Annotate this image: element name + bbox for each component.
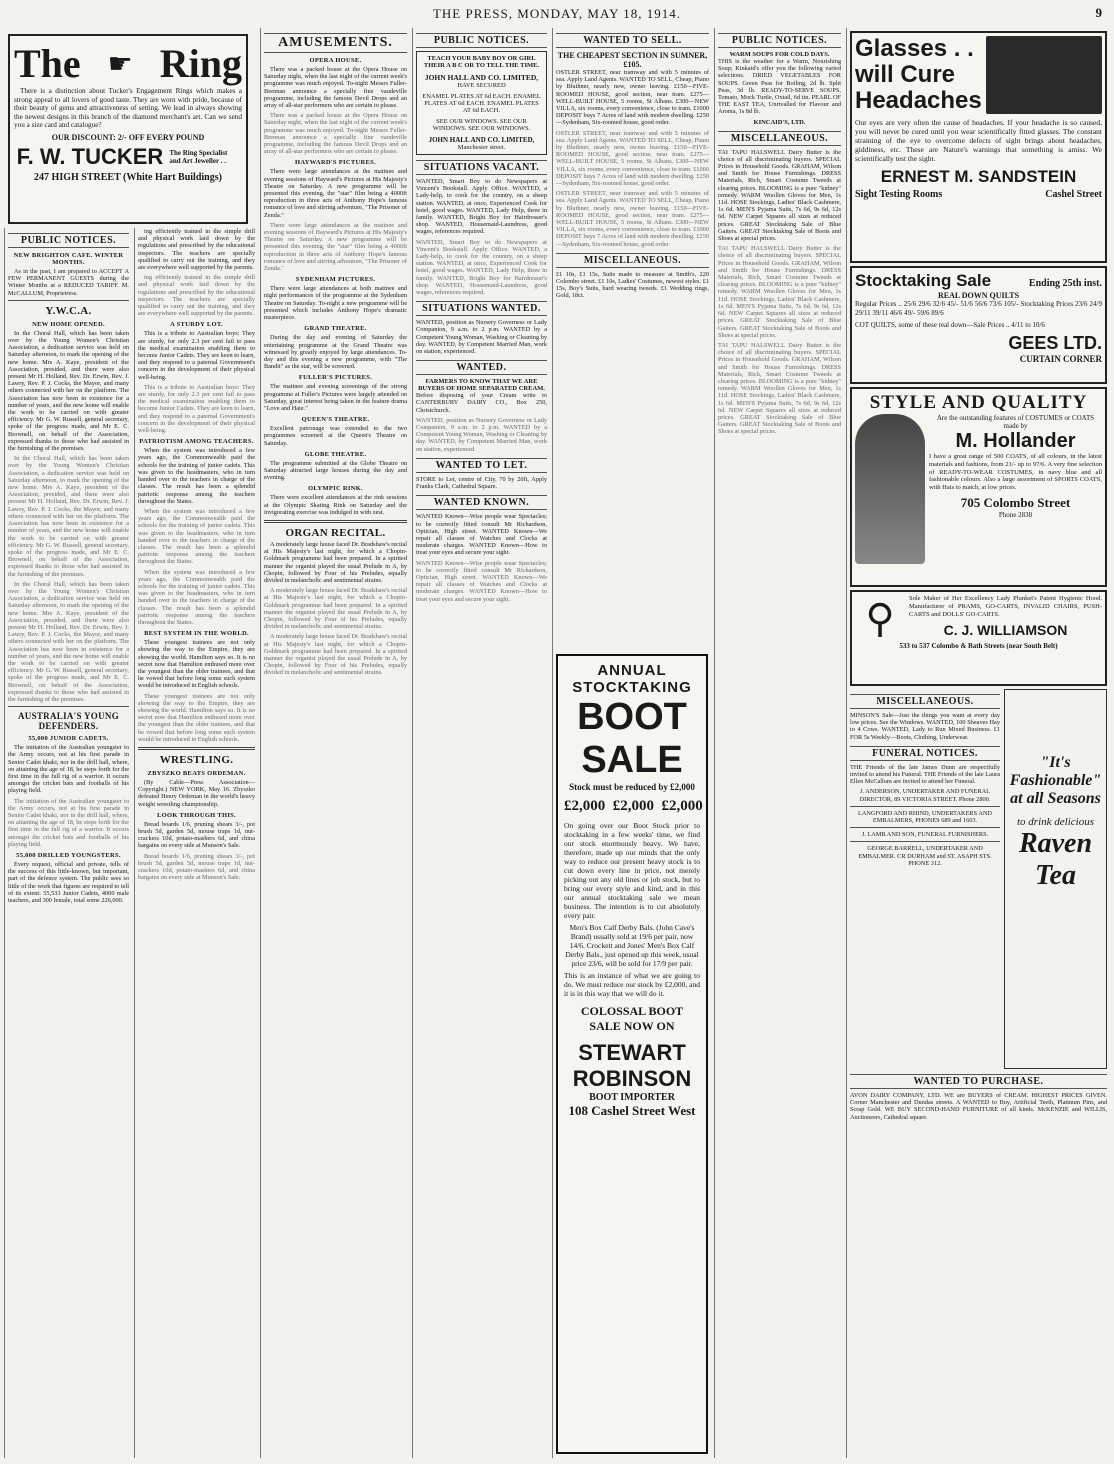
stocktaking-sale: Stocktaking Sale: [855, 271, 992, 290]
drilled-heading: 55,000 DRILLED YOUNGSTERS.: [16, 852, 121, 860]
gees-name: GEES LTD.: [1008, 333, 1102, 353]
opera-heading: OPERA HOUSE.: [309, 57, 362, 64]
cashel-street: Cashel Street: [1045, 189, 1102, 200]
col2-body1: ing efficiently trained in the simple drill and physical work laid down by the regulations and prescribed by the educational inspectors. The teachers are specially qualified to carry out the training, and they are everywhere well supported by the parents.: [138, 228, 255, 272]
patriotism-body: When the system was introduced a few years ago, the Commonwealth paid the schools for the training of junior cadets. This was given to the headmasters, who in turn handed over to the teachers in charge of the classes. The result has been a splendid patriotic response among the teachers throughout the States.: [138, 447, 255, 505]
organ-body: A moderately large house faced Dr. Bradshaw's recital at His Majesty's last night, for which a Chopin-Goldmark programme had been prepared. In a spirited manner the organist played the usual Prelude in A, by Chopin, followed by Four of his Preludes, equally divided in melancholic and sentimental strains.: [264, 540, 407, 584]
page-number: 9: [1095, 5, 1102, 20]
farmers-headline: FARMERS TO KNOW THAT WE ARE BUYERS OF HOME SEPARATED CREAM.: [418, 378, 545, 393]
brighton-heading: NEW BRIGHTON CAFE. WINTER MONTHS.: [13, 252, 124, 266]
col5-misc-heading: MISCELLANEOUS.: [556, 253, 709, 268]
drilled-body: Every request, official and private, tells of the success of this little-known, but important, part of the defence system. The public sees so little of the work that figures are required to tell of its extent: 55,533 Junior Cadets, 4000 male teachers, and 300 female, total some 226,000.: [8, 861, 129, 905]
men-body: Men's Box Calf Derby Bals. (John Cave's Brand) usually sold at 19/6 per pair, now 14/6. Crockett and Jones' Men's Box Calf Derby Bals., just opened up this week, usual price 23/6, will be sold for 17/9 per pair.: [565, 923, 699, 968]
zbyszko-heading: ZBYSZKO BEATS ORDEMAN.: [147, 770, 246, 777]
lamb-ad: J. LAMB AND SON, FUNERAL FURNISHERS.: [861, 831, 989, 839]
curtain-corner: CURTAIN CORNER: [1019, 354, 1102, 364]
tucker-name: F. W. TUCKER: [16, 143, 164, 169]
sandstein-name: ERNEST M. SANDSTEIN: [880, 167, 1077, 186]
look-heading: LOOK THROUGH THIS.: [156, 811, 237, 819]
colossal-line: COLOSSAL BOOT SALE NOW ON: [580, 1004, 684, 1033]
opera-body-cont: There was a packed house at the Opera House on Saturday night, when the last night of the current week's programme was much enjoyed. To-night Messrs Fuller-Brennan announce a specially fine vaudeville programme, including the famous Devil Drops and an array of all-star performers who are certain to please.: [264, 112, 407, 156]
glasses-ad: [850, 31, 1107, 263]
col6-misc-heading: MISCELLANEOUS.: [718, 131, 841, 146]
col6-misc-body: TAI TAPU HALSWELL Dairy Butter is the choice of all discriminating buyers. SPECIAL Prices in Household Goods. GRAHAM, Wilson and Smith for House Furnishings. DRESS Materials, Rich, Smart Costume Tweeds at clearing prices. BLOOMING is a pure "kidney" remedy. WARM Woollen Gloves for Men, 1s 11d. HOSE Stockings, Ladies' Black Cashmere, 1s 6d. MEN'S Pyjama Suits, 7s 6d, 9s 6d, 12s 6d. NEW Carpet Squares all sizes at reduced prices. GREAT Stocktaking Sale of Blue Gaiters. GREAT Stocktaking Sale of Boots and Shoes at special prices.: [718, 148, 841, 243]
woman-figure-illustration: [855, 414, 925, 564]
col2-body1-cont: ing efficiently trained in the simple drill and physical work laid down by the regulations and prescribed by the educational inspectors. The teachers are specially qualified to carry out the training, and they are everywhere well supported by the parents.: [138, 274, 255, 318]
tucker-tag: The Ring Specialist and Art Jeweller . .: [169, 148, 228, 165]
public-notices-heading: PUBLIC NOTICES.: [8, 233, 129, 248]
wanted-purchase-heading: WANTED TO PURCHASE.: [850, 1074, 1107, 1089]
hollander-body: I have a great range of 500 COATS, of all colours, in the latest materials and fashions, from 21/- up to 97/6. A very fine selection of READY-TO-WEAR COSTUMES, in navy blue and all fashionable colours. Also a large assortment of SPORTS COATS, with Hats to match, at low prices.: [929, 453, 1102, 492]
tucker-body: There is a distinction about Tucker's Engagement Rings which makes a strong appeal to all lovers of good taste. They are worn with pride, because of their beauty of gems and attractiveness of setting. We lead in always showing the newest designs in this branch of the diamond merchant's art. Can we send you a size card and catalogue?: [14, 87, 242, 129]
column-1: [4, 228, 132, 1458]
tucker-the: The: [14, 41, 81, 86]
to-let-body: STORE to Let, centre of City, 70 by 20ft, Apply Franks Clark, Cathedral Square.: [416, 475, 547, 491]
raven-fashionable: "It's Fashionable" at all Seasons: [1009, 754, 1102, 807]
masthead: [0, 0, 1114, 28]
enamel-plates: ENAMEL PLATES AT 6d EACH. ENAMEL PLATES AT 6d EACH. ENAMEL PLATES AT 6d EACH.: [422, 93, 541, 114]
hall-name: JOHN HALL AND CO. LIMITED,: [424, 73, 539, 82]
defenders-body: The initiation of the Australian youngster to the Army occurs, not at his first parade in Senior Cadet khaki, nor in the drill hall, where, on attaining the age of 18, he steps forth for the first time in the full rig of a warrior. It occurs amongst the cricket bats and footballs of his playing field.: [8, 744, 129, 795]
column-6: [714, 28, 844, 1458]
sydenham-body: There were large attendances at both matinee and night performances of the programme at the Sydenham Theatre on Saturday. To-night a new programme will be presented which includes Anthony Hope's dramatic masterpiece.: [264, 285, 407, 322]
olympic-heading: OLYMPIC RINK.: [308, 485, 363, 493]
fullers-heading: FULLER'S PICTURES.: [298, 374, 373, 382]
fullers-body: The matinee and evening screenings of the strong programme at Fuller's Pictures were largely attended on Saturday, great interest being taken in the feature drama "Love and Hate.": [264, 383, 407, 412]
column-3: [260, 28, 410, 1458]
best-system-body: These youngest trainees are not only showing the way to the Empire, they are showing the world. Hamilton says so. It is no secret now that Hamilton enthused more over the youngest than the older trainees, and that he vowed that before long some such system would be introduced in English schools.: [138, 639, 255, 690]
boot-importer: BOOT IMPORTER: [589, 1092, 675, 1103]
queens-heading: QUEEN'S THEATRE.: [301, 416, 370, 424]
brighton-body: As in the past, I am prepared to ACCEPT A FEW PERMANENT GUESTS during the Winter Months at a REDUCED TARIFF. M. McCALLUM, Proprietress.: [8, 268, 129, 297]
patriotism-heading: PATRIOTISM AMONG TEACHERS.: [139, 438, 254, 446]
boot-sale-ad: [556, 654, 708, 1454]
grand-heading: GRAND THEATRE.: [304, 325, 367, 333]
col7-misc-body: MINSON'S Sale—Just the things you want at every day low prices. See the Windows. WANTED, 100 Sheaves Hay to 4 Cows. WANTED, Lady to Run Mixed Business. £1 FOR 5s Weekly—Boots, Clothing, Underwear.: [850, 712, 1000, 741]
known-body-cont: WANTED Known—Wise people wear Spectacles; to be correctly fitted consult Mr Richardson, Optician, High street. WANTED Known—We repair all classes of Watches and Clocks at moderate charges. WANTED Known—How to treat your eyes and secure your sight.: [416, 559, 547, 603]
situations-body: WANTED, position as Nursery Governess or Lady Companion, 9 a.m. to 2 p.m. WANTED by a Competent Young Woman, Washing or Cleaning by day. WANTED, by Competent Married Man, work on station, experienced.: [416, 319, 547, 356]
hayward-heading: HAYWARD'S PICTURES.: [295, 159, 376, 167]
reduced-line: Stock must be reduced by £2,000: [569, 782, 695, 792]
glasses-line-2: will Cure: [855, 61, 956, 88]
stewart-robinson: STEWART ROBINSON: [572, 1040, 692, 1091]
paper-title: THE PRESS, MONDAY, MAY 18, 1914.: [432, 6, 682, 21]
farmers-body: Before disposing of your Cream write to CANTERBURY DAIRY CO., Box 250, Christchurch.: [416, 392, 547, 414]
organ-body-cont: A moderately large house faced Dr. Bradshaw's recital at His Majesty's last night, for which a Chopin-Goldmark programme had been prepared. In a spirited manner the organist played the usual Prelude in A, by Chopin, followed by Four of his Preludes, equally divided in melancholic and sentimental strains.: [264, 587, 407, 631]
hollander-ad: [850, 387, 1107, 587]
wanted-heading: WANTED.: [416, 360, 547, 375]
amusements-heading: AMUSEMENTS.: [264, 33, 407, 53]
amount-line: £2,000 £2,000 £2,000: [564, 798, 703, 814]
williamson-body: Sole Maker of Her Excellency Lady Plunket's Patent Hygienic Hood. Manufacturer of PRAMS, GO-CARTS, INVALID CHAIRS, PUSH-CARTS and DOLLS' GO-CARTS.: [909, 595, 1102, 618]
sturdy-body: This is a tribute to Australian boys: They are sturdy, for only 2.3 per cent fail to pass the medical examination enabling them to become Junior Cadets. They are keen to learn, and they respond to a paternal Government's concern in the development of their physical well-being.: [138, 330, 255, 381]
farmers-body-cont: WANTED, position as Nursery Governess or Lady Companion, 9 a.m. to 2 p.m. WANTED by a Competent Young Woman, Washing or Cleaning by day. WANTED, by Competent Married Man, work on station, experienced.: [416, 416, 547, 453]
woman-eyes-illustration: [986, 36, 1102, 114]
look-body: Bread boards 1/6, pruning shears 3/-, pot brush 5d, garden 5d, mouse traps 1d, nut-crackers 10d, potato-mashers 6d, and china bargains on every side at Munson's Sale.: [138, 820, 255, 850]
ywca-body-cont2: In the Choral Hall, which has been taken over by the Young Women's Christian Association, a dedication service was held on Saturday afternoon, to mark the opening of the new home. Mrs A. Kaye, president of the Association, presided, and there were also present Mr H. Holland, Rev. Dr. Erwin, Rev. J. Lawry, Rev. P. J. Cocks, the Mayor, and many others connected with her on the platform. The Association has now been in existence for a number of years, and the new home will enable the work to be carried on with greater efficiency. Mr G. W. Russell, general secretary, spoke of the progress made, and Mr E. C. Brownell, on behalf of the Association, expressed thanks to those who had assisted in the furnishing of the premises.: [8, 580, 129, 703]
sale-body: On going over our Boot Stock prior to stocktaking in a few weeks' time, we find our stock enormously heavy. We have, therefore, made up our minds that the only way to reduce our present heavy stock is to cut down every line in price, not merely picking out any old lines or job stock, but to bring our every style and kind, and in this our annual stocktaking sale we mean business. The intention is to cut absolutely every pair.: [564, 821, 700, 920]
col6-public-heading: PUBLIC NOTICES.: [718, 33, 841, 48]
tucker-address: 247 HIGH STREET (White Hart Buildings): [34, 171, 222, 183]
defenders-body-cont: The initiation of the Australian youngster to the Army occurs, not at his first parade in Senior Cadet khaki, nor in the drill hall, where, on attaining the age of 18, he steps forth for the first time in the full rig of a warrior. It occurs amongst the cricket bats and footballs of his playing field.: [8, 797, 129, 848]
style-sub: Are the outstanding features of COSTUMES or COATS made by: [936, 414, 1095, 430]
boot-address: 108 Cashel Street West: [568, 1103, 696, 1118]
ywca-heading: Y.W.C.A.: [45, 304, 92, 317]
style-quality: STYLE AND QUALITY: [869, 392, 1088, 413]
cot-quilts: COT QUILTS, some of these real down—Sale Prices .. 4/11 to 10/6: [855, 321, 1045, 329]
notices-body: THIS is the weather for a Warm, Nourishing Soup; Kinkaid's offer you the following varied selections. DRIED VEGETABLES FOR SOUPS. Green Peas for Boiling, 2d lb. Split Peas, 3d lb. READY-TO-SERVE SOUPS, Tomato, Mock Turtle, Oxtail, 6d tin. PEARL OF THE EAST TEA, Unrivalled for Flavour and Aroma, 1s 8d lb.: [718, 58, 841, 116]
raven-tea-ad: [1004, 689, 1107, 1069]
hollander-phone: Phone 2838: [998, 510, 1033, 519]
john-hall-ad: [416, 51, 547, 155]
sturdy-heading: A STURDY LOT.: [170, 321, 223, 329]
globe-body: The programme submitted at the Globe Theatre on Saturday attracted large houses during the day and evening.: [264, 459, 407, 482]
have-secured: HAVE SECURED: [457, 82, 506, 89]
annual-stocktaking: ANNUAL STOCKTAKING: [572, 662, 692, 696]
tucker-ring: Ring: [159, 41, 242, 86]
williamson-name: C. J. WILLIAMSON: [943, 622, 1068, 638]
tucker-discount: OUR DISCOUNT: 2/- OFF EVERY POUND: [51, 132, 205, 142]
warm-soups: WARM SOUPS FOR COLD DAYS.: [729, 51, 830, 58]
boot-sale-title: BOOT SALE: [577, 696, 687, 781]
glasses-line-3: Headaches: [855, 87, 982, 114]
wanted-known-heading: WANTED KNOWN.: [416, 495, 547, 510]
col6-misc-body-cont: TAI TAPU HALSWELL Dairy Butter is the choice of all discriminating buyers. SPECIAL Prices in Household Goods. GRAHAM, Wilson and Smith for House Furnishings. DRESS Materials, Rich, Smart Costume Tweeds at clearing prices. BLOOMING is a pure "kidney" remedy. WARM Woollen Gloves for Men, 1s 11d. HOSE Stockings, Ladies' Black Cashmere, 1s 6d. MEN'S Pyjama Suits, 7s 6d, 9s 6d, 12s 6d. NEW Carpet Squares all sizes at reduced prices. GREAT Stocktaking Sale of Blue Gaiters. GREAT Stocktaking Sale of Boots and Shoes at special prices.: [718, 245, 841, 339]
barrell-ad: GEORGE BARRELL, UNDERTAKER AND EMBALMER. CR DURHAM and ST. ASAPH STS. PHONE 312.: [858, 845, 992, 867]
instance-body: This is an instance of what we are going to do. We must reduce our stock by £2,000, and it is in this way that we will do it.: [564, 971, 700, 998]
anderson-ad: J. ANDERSON, UNDERTAKER AND FUNERAL DIRECTOR, 89 VICTORIA STREET. Phone 2800.: [859, 788, 991, 803]
olympic-body: There were excellent attendances at the rink sessions at the Olympic Skating Rink on Saturday and the invigorating exercise was indulged in with zest.: [264, 494, 407, 516]
known-body: WANTED Known—Wise people wear Spectacles; to be correctly fitted consult Mr Richardson, Optician, High street. WANTED Known—We repair all classes of Watches and Clocks at moderate charges. WANTED Known—How to treat your eyes and secure your sight.: [416, 513, 547, 557]
glasses-body: Our eyes are very often the cause of headaches. If your headache is so caused, you will never be cured until you wear scientifically fitted glasses. The constant straining of the eye to overcome defects of sight brings about headaches, giddiness, etc. These are Nature's warnings that something is amiss. We scientifically test the sight.: [855, 118, 1102, 163]
globe-heading: GLOBE THEATRE.: [304, 450, 367, 458]
column-4: [412, 28, 550, 1458]
kinkaid: KINCAID'S, LTD.: [753, 118, 806, 126]
gees-ad: [850, 266, 1107, 384]
queens-body: Excellent patronage was extended to the two programmes screened at the Queen's Theatre on Saturday.: [264, 425, 407, 447]
wanted-to-sell-heading: WANTED TO SELL.: [556, 33, 709, 48]
wrestling-heading: WRESTLING.: [159, 754, 234, 766]
look-body-cont: Bread boards 1/6, pruning shears 3/-, pot brush 5d, garden 5d, mouse traps 1d, nut-crackers 10d, potato-mashers 6d, and china bargains on every side at Munson's Sale.: [138, 852, 255, 882]
sell-body: OSTLER STREET, near tramway and with 5 minutes of sea. Apply Land Agents. WANTED TO SELL, Cheap, Piano by Bluthner, nearly new, owner leaving. £150—FIVE-ROOMED HOUSE, good section, near tram. £275—WELL-BUILT HOUSE, 5 rooms, St Albans. £300—NEW VILLA, six rooms, every convenience, close to tram. £1000 DEPOSIT buys 7 Acres of land with modern dwelling. £250—Sydenham, Six-roomed house, good order.: [556, 69, 709, 127]
cheapest-section: THE CHEAPEST SECTION IN SUMNER, £105.: [557, 51, 708, 69]
glasses-line-1: Glasses . .: [855, 35, 974, 62]
col7-misc-heading: MISCELLANEOUS.: [850, 694, 1000, 709]
ring-hand-icon: ☛: [107, 48, 133, 80]
hayward-body-cont: There were large attendances at the matinee and evening sessions of Hayward's Pictures at His Majesty's Theatre on Saturday. A new programme will be presented this evening, the "star" film being a 4000ft reproduction in three acts of Anthony Hope's famous romance of love and stirring adventure, "The Prisoner of Zenda.": [264, 221, 407, 273]
ending-date: Ending 25th inst.: [1028, 278, 1102, 289]
column-7: [846, 28, 1110, 1458]
wanted-to-let-heading: WANTED TO LET.: [416, 458, 547, 473]
hall-street: Manchester street.: [457, 144, 506, 151]
vacant-body-cont: WANTED, Smart Boy to do Newspapers at Vincent's Bookstall. Apply Office. WANTED, a Lady-help, to cook for the country, on a sheep station. WANTED, at once, Experienced Cook for hotel, good wages. WANTED, Lady Help, three in family. WANTED, Bright Boy for Hairdresser's shop. WANTED, Housemaid-Laundress, good wages, references required.: [416, 238, 547, 297]
col5-misc-body: £1 10s, £1 15s, Suits made to measure at Smith's, 220 Colombo street. £1 10s, Ladies' Costumes, newest styles. £1 15s, Boy's Suits, hard wearing tweeds. £1 Wedding rings, Gold, 18ct.: [556, 270, 709, 300]
quilts-heading: REAL DOWN QUILTS: [937, 291, 1020, 300]
sydenham-heading: SYDENHAM PICTURES.: [295, 276, 376, 284]
patriotism-body-cont: When the system was introduced a few years ago, the Commonwealth paid the schools for the training of junior cadets. This was given to the headmasters, who in turn handed over to the teachers in charge of the classes. The result has been a splendid patriotic response among the teachers throughout the States.: [138, 507, 255, 566]
sell-body-cont: OSTLER STREET, near tramway and with 5 minutes of sea. Apply Land Agents. WANTED TO SELL, Cheap, Piano by Bluthner, nearly new, owner leaving. £150—FIVE-ROOMED HOUSE, good section, near tram. £275—WELL-BUILT HOUSE, 5 rooms, St Albans. £300—NEW VILLA, six rooms, every convenience, close to tram. £1000 DEPOSIT buys 7 Acres of land with modern dwelling. £250—Sydenham, Six-roomed house, good order.: [556, 129, 709, 188]
organ-body-cont2: A moderately large house faced Dr. Bradshaw's recital at His Majesty's last night, for which a Chopin-Goldmark programme had been prepared. In a spirited manner the organist played the usual Prelude in A, by Chopin, followed by Four of his Preludes, equally divided in melancholic and sentimental strains.: [264, 633, 407, 677]
colombo-address: 705 Colombo Street: [960, 494, 1071, 510]
raven-drink: to drink delicious: [1017, 816, 1094, 828]
funeral-heading: FUNERAL NOTICES.: [850, 746, 1000, 761]
situations-wanted-heading: SITUATIONS WANTED.: [416, 301, 547, 316]
defenders-subheading: 55,000 JUNIOR CADETS.: [28, 735, 109, 743]
sell-body-cont2: OSTLER STREET, near tramway and with 5 minutes of sea. Apply Land Agents. WANTED TO SELL, Cheap, Piano by Bluthner, nearly new, owner leaving. £150—FIVE-ROOMED HOUSE, good section, near tram. £275—WELL-BUILT HOUSE, 5 rooms, St Albans. £300—NEW VILLA, six rooms, every convenience, close to tram. £1000 DEPOSIT buys 7 Acres of land with modern dwelling. £250—Sydenham, Six-roomed house, good order.: [556, 190, 709, 248]
defenders-heading: AUSTRALIA'S YOUNG DEFENDERS.: [17, 711, 120, 732]
tucker-ad: [8, 34, 248, 224]
opera-body: There was a packed house at the Opera House on Saturday night, when the last night of the current week's programme was much enjoyed. To-night Messrs Fuller-Brennan announce a specially fine vaudeville programme, including the famous Devil Drops and an array of all-star performers who are certain to please.: [264, 66, 407, 110]
col6-misc-body-cont2: TAI TAPU HALSWELL Dairy Butter is the choice of all discriminating buyers. SPECIAL Prices in Household Goods. GRAHAM, Wilson and Smith for House Furnishings. DRESS Materials, Rich, Smart Costume Tweeds at clearing prices. BLOOMING is a pure "kidney" remedy. WARM Woollen Gloves for Men, 1s 11d. HOSE Stockings, Ladies' Black Cashmere, 1s 6d. MEN'S Pyjama Suits, 7s 6d, 9s 6d, 12s 6d. NEW Carpet Squares all sizes at reduced prices. GREAT Stocktaking Sale of Blue Gaiters. GREAT Stocktaking Sale of Boots and Shoes at special prices.: [718, 341, 841, 436]
hall-name-2: JOHN HALL AND CO. LIMITED,: [428, 136, 535, 144]
sight-rooms: Sight Testing Rooms: [855, 189, 943, 200]
ywca-body: In the Choral Hall, which has been taken over by the Young Women's Christian Association, a dedication service was held on Saturday afternoon, to mark the opening of the new home. Mrs A. Kaye, president of the Association, presided, and there were also present Mr H. Holland, Rev. Dr. Erwin, Rev. J. Lawry, Rev. P. J. Cocks, the Mayor, and many others connected with her on the platform. The Association has now been in existence for a number of years, and the new home will enable the work to be carried on with greater efficiency. Mr G. W. Russell, general secretary, spoke of the progress made, and Mr E. C. Brownell, on behalf of the Association, expressed thanks to those who had assisted in the furnishing of the premises.: [8, 329, 129, 453]
wanted-purchase-body: AVON DAIRY COMPANY, LTD. WE are BUYERS of CREAM. HIGHEST PRICES GIVEN. Corner Manchester and Dundas streets. A WANTED to Buy, Artificial Teeth, Platinum Pins, and Scrap Gold. WE BUY SECOND-HAND FURNITURE of all kinds. McKENZIE and WILLIS, Auctioneers, Cathedral square.: [850, 1092, 1107, 1121]
williamson-ad: [850, 590, 1107, 686]
raven-tea-name: Raven Tea: [1018, 828, 1093, 891]
vacant-body: WANTED, Smart Boy to do Newspapers at Vincent's Bookstall. Apply Office. WANTED, a Lady-help, to cook for the country, on a sheep station. WANTED, at once, Experienced Cook for hotel, good wages. WANTED, Lady Help, three in family. WANTED, Bright Boy for Hairdresser's shop. WANTED, Housemaid-Laundress, good wages, references required.: [416, 178, 547, 236]
column-5: [552, 28, 712, 1458]
williamson-address: 533 to 537 Colombo & Bath Streets (near South Belt): [899, 642, 1058, 650]
langford-ad: LANGFORD AND RHIND, UNDERTAKERS AND EMBALMERS, PHONES 689 and 1603.: [858, 809, 992, 825]
see-windows: SEE OUR WINDOWS. SEE OUR WINDOWS. SEE OUR WINDOWS.: [432, 118, 531, 132]
patriotism-body-cont2: When the system was introduced a few years ago, the Commonwealth paid the schools for the training of junior cadets. This was given to the headmasters, who in turn handed over to the teachers in charge of the classes. The result has been a splendid patriotic response among the teachers throughout the States.: [138, 568, 255, 626]
zbyszko-body: (By Cable—Press Association—Copyright.) NEW YORK, May 16. Zbyszko defeated Henry Ordeman in the world's heavy weight wrestling championship.: [138, 779, 255, 808]
column-2: [134, 228, 258, 1458]
ywca-subheading: NEW HOME OPENED.: [32, 320, 105, 328]
ywca-body-cont: In the Choral Hall, which has been taken over by the Young Women's Christian Association, a dedication service was held on Saturday afternoon, to mark the opening of the new home. Mrs A. Kaye, president of the Association, presided, and there were also present Mr H. Holland, Rev. Dr. Erwin, Rev. J. Lawry, Rev. P. J. Cocks, the Mayor, and many others connected with her on the platform. The Association has now been in existence for a number of years, and the new home will enable the work to be carried on with greater efficiency. Mr G. W. Russell, general secretary, spoke of the progress made, and Mr E. C. Brownell, on behalf of the Association, expressed thanks to those who had assisted in the furnishing of the premises.: [8, 455, 129, 578]
grand-body: During the day and evening of Saturday the entertaining programme at the Grand Theatre was witnessed by greatly enjoyed by large attendances. To-day and this evening a new programme, with "The Bandit" as the star, will be screened.: [264, 334, 407, 371]
sturdy-body-cont: This is a tribute to Australian boys: They are sturdy, for only 2.3 per cent fail to pass the medical examination enabling them to become Junior Cadets. They are keen to learn, and they respond to a paternal Government's concern in the development of their physical well-being.: [138, 383, 255, 435]
teach-headline: TEACH YOUR BABY BOY OR GIRL THEIR A B C OR TO TELL THE TIME.: [423, 55, 540, 69]
funeral-body: THE Friends of the late James Dunn are respectfully invited to attend his Funeral. THE Friends of the late Laura Ellen McCallum are invited to attend her Funeral.: [850, 763, 1000, 786]
hollander-name: M. Hollander: [955, 430, 1076, 452]
pram-icon: ⚲: [865, 596, 895, 641]
quilts-prices: Regular Prices .. 25/6 29/6 32/6 45/- 51/6 56/6 73/6 105/- Stocktaking Prices 23/6 24/9 29/11 39/11 46/6 49/- 59/6 89/6: [855, 300, 1102, 317]
col4-public-heading: PUBLIC NOTICES.: [416, 33, 547, 48]
situations-vacant-heading: SITUATIONS VACANT.: [416, 160, 547, 175]
best-system-body-cont: These youngest trainees are not only showing the way to the Empire, they are showing the world. Hamilton says so. It is no secret now that Hamilton enthused more over the youngest than the older trainees, and that he vowed that before long some such system would be introduced in English schools.: [138, 692, 255, 743]
best-system-heading: BEST SYSTEM IN THE WORLD.: [144, 630, 249, 638]
hayward-body: There were large attendances at the matinee and evening sessions of Hayward's Pictures at His Majesty's Theatre on Saturday. A new programme will be presented this evening, the "star" film being a 4000ft reproduction in three acts of Anthony Hope's famous romance of love and stirring adventure, "The Prisoner of Zenda.": [264, 168, 407, 219]
organ-heading: ORGAN RECITAL.: [285, 526, 386, 539]
